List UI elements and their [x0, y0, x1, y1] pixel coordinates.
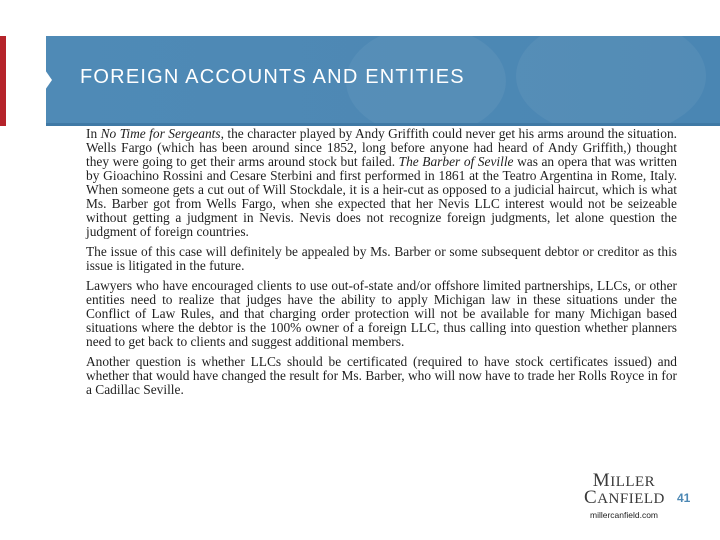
page-number: 41 [677, 491, 691, 505]
logo-line-2 [584, 487, 665, 508]
title-banner [46, 36, 720, 126]
opera-title: The Barber of Seville [398, 154, 514, 169]
paragraph-4 [86, 355, 677, 397]
slide-title: FOREIGN ACCOUNTS AND ENTITIES [80, 66, 465, 88]
paragraph-1 [86, 127, 677, 239]
logo-cap: M [592, 470, 611, 491]
body-text [86, 127, 677, 403]
logo-cap: C [584, 487, 598, 508]
logo-rest: ILLER [610, 474, 656, 490]
book-title: No Time for Sergeants [100, 126, 221, 141]
text-segment: In [86, 126, 101, 141]
text-segment: The issue of this case will definitely be appealed by Ms. Barber or some subsequent debtor or creditor as this issue is litigated in the future. [86, 244, 677, 273]
text-segment: Another question is whether LLCs should be certificated (required to have stock certificates issued) and whether that would have changed the result for Ms. Barber, who will now have to trade her Rolls Royce in for a Cadillac Seville. [86, 354, 677, 397]
paragraph-2 [86, 245, 677, 273]
text-segment: , the character played by Andy Griffith could never get his arms around the situation. Wells Fargo (which has been around since 1852, long before anyone had heard of Andy Griffith,) thought they were going to get their arms around stock but failed. [86, 126, 677, 169]
text-segment: Lawyers who have encouraged clients to use out-of-state and/or offshore limited partnerships, LLCs, or other entities need to realize that judges have the ability to apply Michigan law in these situations under the Conflict of Law Rules, and that charging order protection will not be available for many Michigan based situations where the debtor is the 100% owner of a foreign LLC, thus calling into question whether planners need to get back to clients and suggest additional members. [86, 278, 677, 349]
chevron-right-icon [46, 70, 52, 90]
company-logo [584, 470, 665, 520]
world-map-decoration [516, 36, 706, 126]
text-segment: was an opera that was written by Gioachino Rossini and Cesare Sterbini and first performed in 1861 at the Teatro Argentina in Rome, Italy. When someone gets a cut out of Will Stockdale, it is a heir-cut as opposed to a judicial haircut, which is what Ms. Barber got from Wells Fargo, when she expected that her Nevis LLC interest would not be seizeable without getting a judgment in Nevis. Nevis does not recognize foreign judgments, let alone question the judgment of foreign countries. [86, 154, 677, 239]
logo-rest: ANFIELD [597, 491, 665, 507]
accent-bar [0, 36, 6, 126]
logo-url: millercanfield.com [589, 510, 659, 520]
paragraph-3 [86, 279, 677, 349]
